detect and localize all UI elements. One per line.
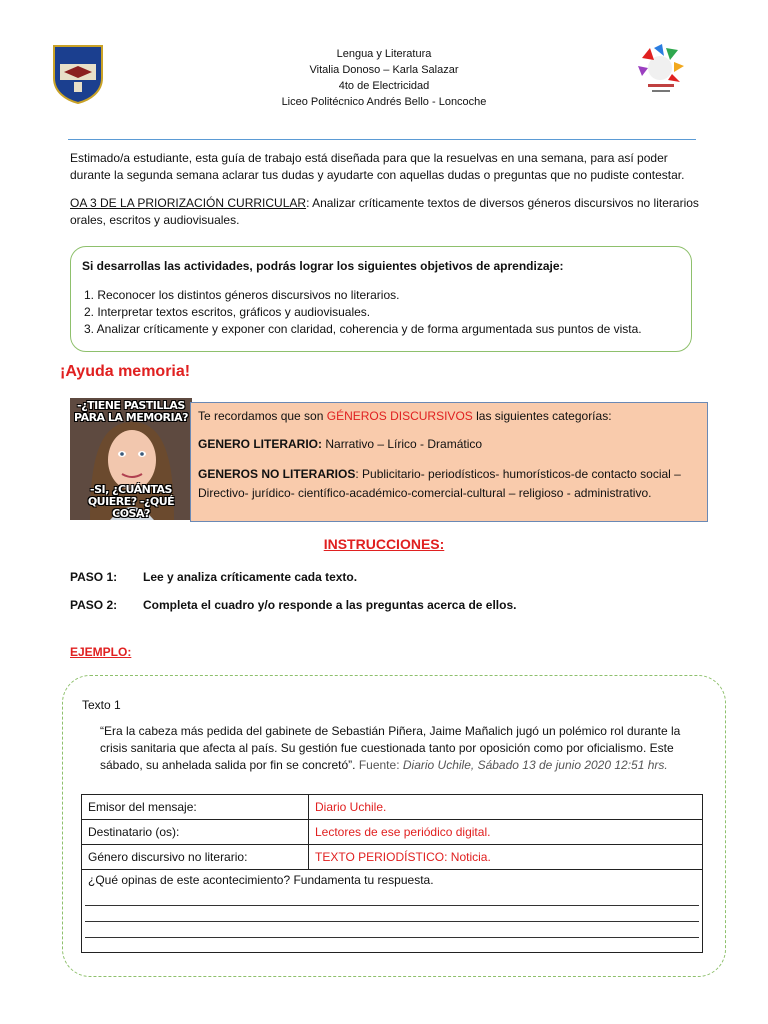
table-row [82,820,703,845]
memo-nonliterary-text: : Publicitario- periodísticos- humorísticos-de contacto social – Directivo- jurídico- científico-académico-comercial-cultural – religioso - administrativo. [198,467,681,500]
header-divider [68,139,696,140]
step-2-text: Completa el cuadro y/o responde a las preguntas acerca de ellos. [143,598,517,612]
objectives-list [84,287,694,338]
memo-intro-end: las siguientes categorías: [472,409,612,423]
oa-label: OA 3 DE LA PRIORIZACIÓN CURRICULAR [70,196,307,210]
oa-text: : Analizar críticamente textos de diversos géneros discursivos no literarios orales, escritos y audiovisuales. [70,196,699,227]
document-header [184,46,584,110]
table-value: Diario Uchile. [309,795,703,820]
memo-genres-highlight: GÉNEROS DISCURSIVOS [326,409,473,423]
memo-nonliterary [198,465,703,503]
oa-paragraph [70,195,700,229]
step-2-label: PASO 2: [70,598,118,612]
program-logo [634,44,686,100]
answer-line [85,921,699,922]
header-subject: Lengua y Literatura [336,48,432,60]
meme-bottom-caption: -SI, ¿CUÁNTAS QUIERE? -¿QUÉ COSA? [87,483,175,520]
question-cell[interactable] [82,870,703,953]
list-item: 1. Reconocer los distintos géneros discursivos no literarios. [84,288,400,302]
memo-intro [198,409,612,423]
table-row [82,795,703,820]
step-1-text: Lee y analiza críticamente cada texto. [143,570,358,584]
ayuda-memoria-heading: ¡Ayuda memoria! [60,363,191,380]
table-key: Emisor del mensaje: [82,795,309,820]
header-course: 4to de Electricidad [338,80,430,92]
question-text: ¿Qué opinas de este acontecimiento? Fundamenta tu respuesta. [88,873,434,887]
list-item: 2. Interpretar textos escritos, gráficos y audiovisuales. [84,305,371,319]
memo-nonliterary-label: GENEROS NO LITERARIOS [198,467,356,481]
memo-literary [198,437,482,451]
list-item: 3. Analizar críticamente y exponer con claridad, coherencia y de forma argumentada sus puntos de vista. [84,322,642,336]
answer-line [85,905,699,906]
objectives-heading: Si desarrollas las actividades, podrás lograr los siguientes objetivos de aprendizaje: [82,259,564,273]
header-teachers: Vitalia Donoso – Karla Salazar [309,64,459,76]
instructions-title: INSTRUCCIONES: [323,536,445,552]
table-value: TEXTO PERIODÍSTICO: Noticia. [309,845,703,870]
table-row [82,870,703,953]
header-school: Liceo Politécnico Andrés Bello - Loncoche [281,96,487,108]
answer-line [85,937,699,938]
memo-literary-label: GENERO LITERARIO: [198,437,323,451]
memo-intro-text: Te recordamos que son [198,409,327,423]
step-1-label: PASO 1: [70,570,118,584]
table-row [82,845,703,870]
school-logo [52,44,104,104]
memo-literary-text: Narrativo – Lírico - Dramático [322,437,483,451]
source-label: Fuente: [355,758,403,772]
text-1-quote [100,723,705,774]
meme-image [70,398,192,520]
text-1-title: Texto 1 [82,698,121,712]
quote-body: “Era la cabeza más pedida del gabinete de Sebastián Piñera, Jaime Mañalich jugó un polémico rol durante la crisis sanitaria que afecta al país. Su gestión fue cuestionada tanto por oposición como por oficialismo. Este sábado, su anhelada salida por fin se concretó”. [100,724,681,772]
instructions-heading [0,536,768,552]
intro-paragraph: Estimado/a estudiante, esta guía de trabajo está diseñada para que la resuelvas en una semana, para así poder durante la segunda semana aclarar tus dudas y ayudarte con aquellas dudas o preguntas que no pudiste contestar. [70,151,685,182]
source-citation: Diario Uchile, Sábado 13 de junio 2020 12:51 hrs. [402,758,668,772]
analysis-table [81,794,703,953]
table-key: Destinatario (os): [82,820,309,845]
meme-top-caption: -¿TIENE PASTILLAS PARA LA MEMORIA? [74,399,188,424]
example-heading: EJEMPLO: [70,645,132,659]
table-key: Género discursivo no literario: [82,845,309,870]
table-value: Lectores de ese periódico digital. [309,820,703,845]
